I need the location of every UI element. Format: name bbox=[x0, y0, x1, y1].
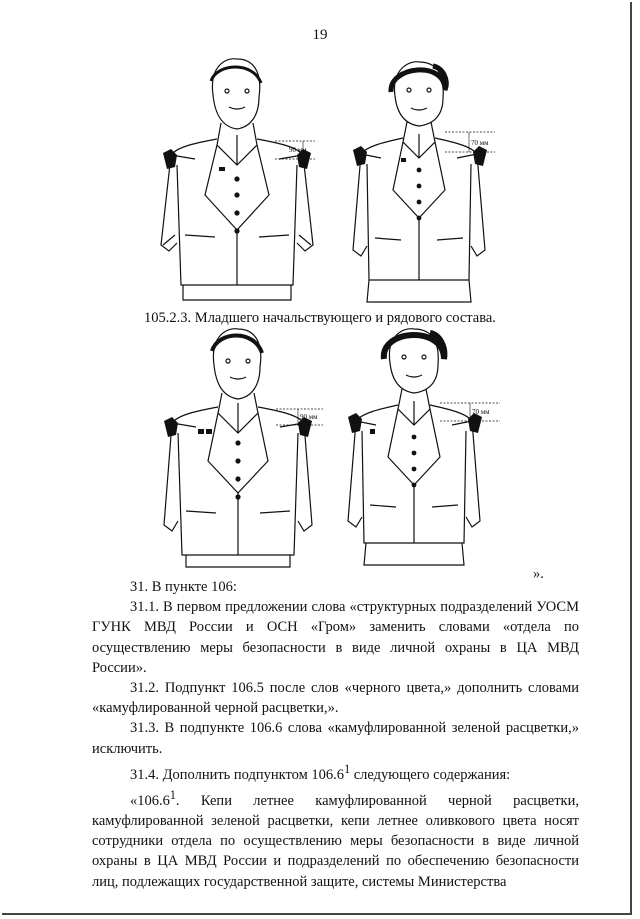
closing-quote-mark: ». bbox=[533, 566, 544, 582]
paragraph: 31.1. В первом предложении слова «структурных подразделений УОСМ ГУНК МВД России и ОСН «Гром» заменить словами «отдела по осуществлению меры безопасности в виде личной охраны в ЦА МВД России». bbox=[92, 599, 579, 676]
paragraph-text: . Кепи летнее камуфлированной черной расцветки, камуфлированной зеленой расцветки, кепи летнее оливкового цвета носят сотрудники отдела по осуществлению меры безопасности в виде личной охраны в ЦА МВД России и подразделений по обеспечению безопасности лиц, подлежащих государственной защите, системы Министерства bbox=[92, 792, 579, 890]
paragraph-text: следующего содержания: bbox=[350, 766, 511, 783]
paragraph-text: «106.6 bbox=[130, 792, 170, 809]
measure-label: 90 мм bbox=[300, 413, 318, 421]
figure-female-uniform-bottom bbox=[340, 325, 500, 570]
measure-label: 90 мм bbox=[289, 146, 307, 154]
figure-male-uniform-top bbox=[155, 55, 320, 305]
paragraph-text: 31.4. Дополнить подпунктом 106.6 bbox=[130, 766, 345, 783]
superscript: 1 bbox=[344, 761, 351, 776]
measure-label: 70 мм bbox=[472, 408, 490, 416]
body-text bbox=[92, 577, 579, 892]
paragraph bbox=[92, 785, 579, 892]
paragraph: 31.3. В подпункте 106.6 слова «камуфлированной зеленой расцветки,» исключить. bbox=[92, 720, 579, 757]
superscript: 1 bbox=[169, 787, 176, 802]
page-number: 19 bbox=[312, 27, 328, 43]
figure-female-uniform-top bbox=[345, 60, 495, 305]
paragraph bbox=[92, 759, 579, 785]
measure-label: 70 мм bbox=[471, 139, 489, 147]
figure-caption: 105.2.3. Младшего начальствующего и рядового состава. bbox=[144, 310, 496, 326]
figure-male-uniform-bottom bbox=[158, 325, 323, 570]
paragraph: 31.2. Подпункт 106.5 после слов «черного цвета,» дополнить словами «камуфлированной черной расцветки,». bbox=[92, 680, 579, 717]
paragraph: 31. В пункте 106: bbox=[130, 579, 237, 595]
